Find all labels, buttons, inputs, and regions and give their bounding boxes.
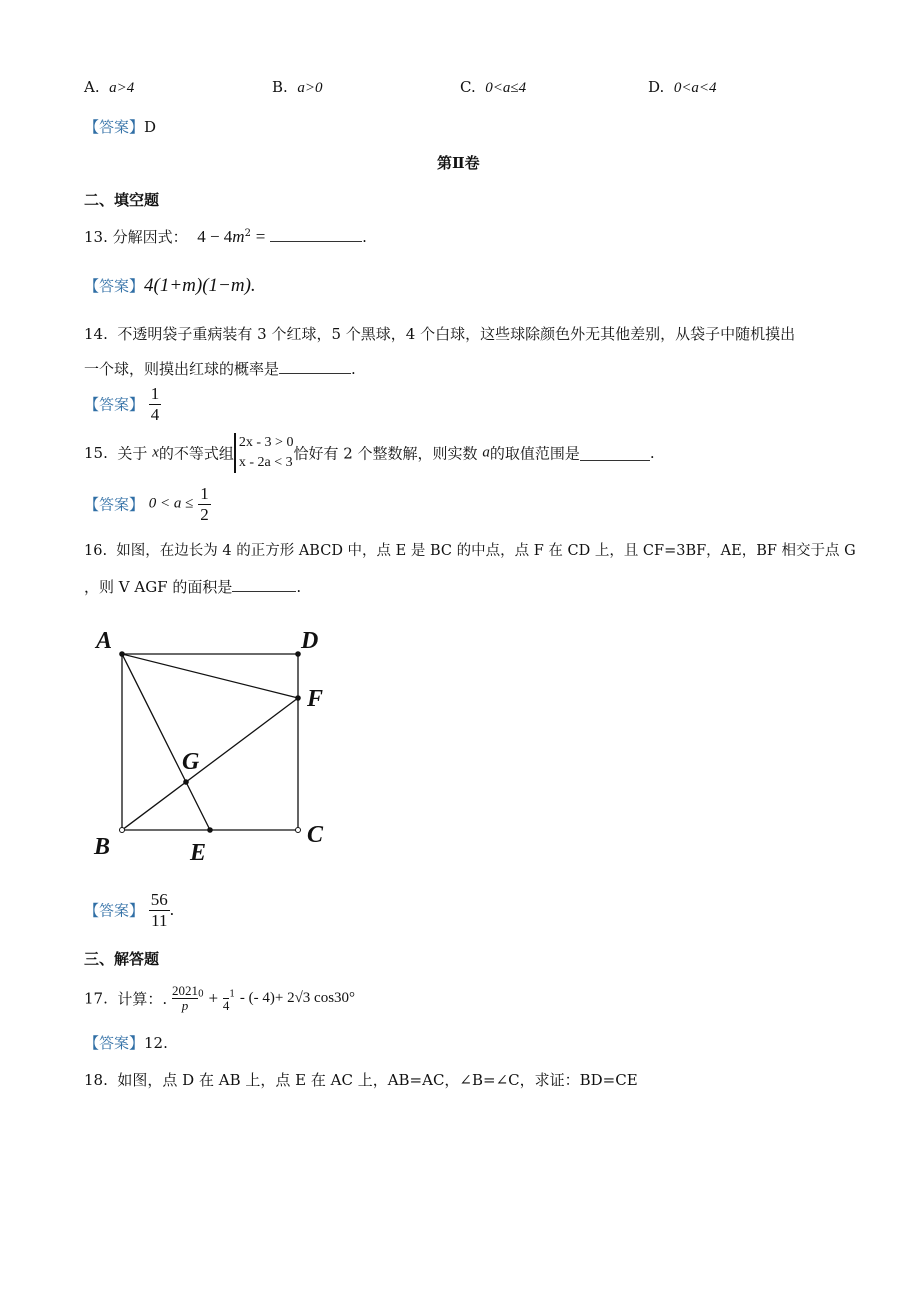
option-a: A. a>4 (84, 78, 135, 96)
label-d: D (301, 628, 319, 654)
label-a: A (96, 628, 113, 654)
q13-answer: 【答案】4(1+m)(1−m). (84, 275, 256, 296)
point-c (296, 828, 301, 833)
option-d: D. 0<a<4 (648, 78, 717, 96)
label-e: E (190, 840, 207, 866)
answer-blank (270, 227, 362, 242)
question-14-line2: 一个球，则摸出红球的概率是 . (84, 360, 356, 378)
question-16-line2: ，则 V AGF 的面积是 . (84, 578, 302, 596)
section-fill-title: 二、填空题 (84, 191, 160, 209)
expr-pi-term: $\frac{2021}{p}$ (171, 983, 198, 1013)
square-figure (90, 620, 340, 870)
question-16-line1: 16. 如图，在边长为 4 的正方形 ABCD 中，点 E 是 BC 的中点，点 F 在 CD 上，且 CF=3BF，AE，BF 相交于点 G (84, 543, 856, 559)
q12-answer: 【答案】D (84, 118, 157, 136)
q14-answer: 【答案】 $\frac{1}{4}$ (84, 384, 160, 424)
question-14-line1: 14. 不透明袋子重病装有 3 个红球，5 个黑球，4 个白球，这些球除颜色外无其他差别，从袋子中随机摸出 (84, 325, 796, 343)
answer-blank (232, 577, 296, 592)
option-b: B. a>0 (272, 78, 323, 96)
option-c: C. 0<a≤4 (460, 78, 527, 96)
q16-answer: 【答案】 $\frac{56}{11}$ . (84, 890, 175, 930)
answer-blank (580, 446, 650, 461)
part-title: 第Ⅱ卷 (437, 154, 480, 172)
q15-answer: 【答案】 0 < a ≤ $\frac{1}{2}$ (84, 484, 209, 524)
label-c: C (307, 822, 324, 848)
label-b: B (94, 834, 111, 860)
expr-quarter-term: 4 (222, 998, 230, 1013)
question-17: 17. 计算：. $\frac{2021}{p}$ $^0$ + 4 $^1$ - (- 4)+ 2√3 cos30° (84, 983, 356, 1013)
point-e (207, 827, 213, 833)
point-a (119, 651, 125, 657)
section-solve-title: 三、解答题 (84, 950, 160, 968)
point-b (120, 828, 125, 833)
question-15: 15. 关于 x的不等式组 2x - 3 > 0 x - 2a < 3 恰好有 2 个整数解，则实数 a的取值范围是 . (84, 433, 655, 473)
point-f (295, 695, 301, 701)
q17-answer: 【答案】12. (84, 1034, 168, 1052)
question-18: 18. 如图，点 D 在 AB 上，点 E 在 AC 上，AB=AC，∠B=∠C，求证：BD=CE (84, 1071, 638, 1089)
point-d (295, 651, 301, 657)
label-g: G (182, 749, 200, 775)
inequality-system: 2x - 3 > 0 x - 2a < 3 (234, 433, 294, 473)
point-g (183, 779, 189, 785)
question-13: 13. 分解因式： $4 - 4m^2$ = . (84, 227, 367, 246)
label-f: F (307, 686, 324, 712)
answer-blank (279, 359, 351, 374)
